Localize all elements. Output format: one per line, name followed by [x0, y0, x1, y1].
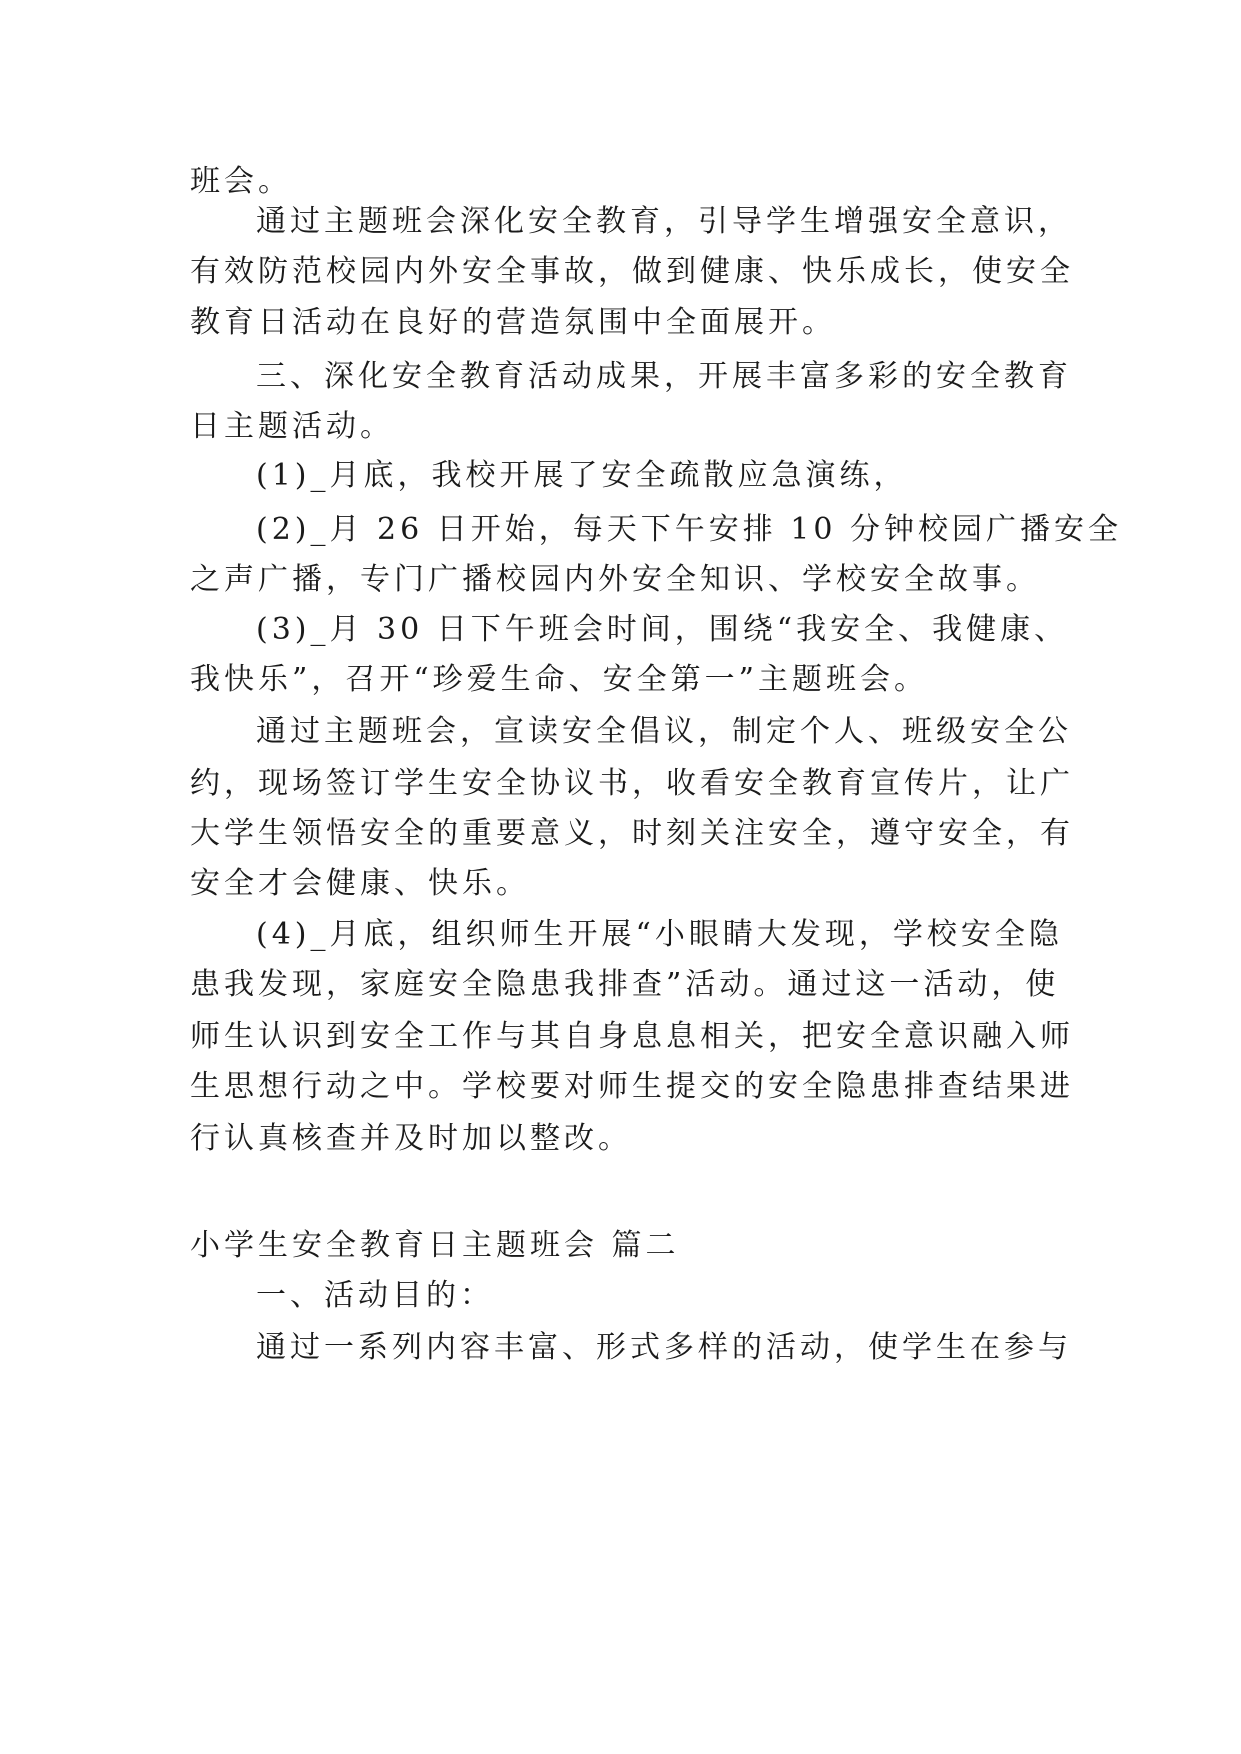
text-line: 通过主题班会深化安全教育，引导学生增强安全意识，	[256, 204, 1072, 239]
text-line: 日主题活动。	[190, 409, 394, 444]
text-line: (1)_月底，我校开展了安全疏散应急演练，	[256, 458, 908, 493]
text-line: (2)_月 26 日开始，每天下午安排 10 分钟校园广播安全	[256, 512, 1122, 547]
text-line: 一、活动目的：	[256, 1278, 494, 1313]
text-line: 师生认识到安全工作与其自身息息相关，把安全意识融入师	[190, 1019, 1074, 1054]
text-line: 班会。	[190, 164, 292, 199]
text-line: 大学生领悟安全的重要意义，时刻关注安全，遵守安全，有	[190, 816, 1074, 851]
text-line: 生思想行动之中。学校要对师生提交的安全隐患排查结果进	[190, 1069, 1074, 1104]
text-line: 约，现场签订学生安全协议书，收看安全教育宣传片，让广	[190, 766, 1074, 801]
text-line: 行认真核查并及时加以整改。	[190, 1121, 632, 1156]
text-line: 通过主题班会，宣读安全倡议，制定个人、班级安全公	[256, 714, 1072, 749]
text-line: 有效防范校园内外安全事故，做到健康、快乐成长，使安全	[190, 254, 1074, 289]
text-line: 我快乐”，召开“珍爱生命、安全第一”主题班会。	[190, 662, 929, 697]
section-heading: 小学生安全教育日主题班会 篇二	[190, 1228, 680, 1263]
text-line: 患我发现，家庭安全隐患我排查”活动。通过这一活动，使	[190, 967, 1060, 1002]
text-line: 之声广播，专门广播校园内外安全知识、学校安全故事。	[190, 562, 1040, 597]
text-line: (4)_月底，组织师生开展“小眼睛大发现，学校安全隐	[256, 917, 1063, 952]
text-line: 教育日活动在良好的营造氛围中全面展开。	[190, 305, 836, 340]
text-line: (3)_月 30 日下午班会时间，围绕“我安全、我健康、	[256, 612, 1069, 647]
text-line: 三、深化安全教育活动成果，开展丰富多彩的安全教育	[256, 359, 1072, 394]
text-line: 安全才会健康、快乐。	[190, 866, 530, 901]
text-line: 通过一系列内容丰富、形式多样的活动，使学生在参与	[256, 1330, 1072, 1365]
